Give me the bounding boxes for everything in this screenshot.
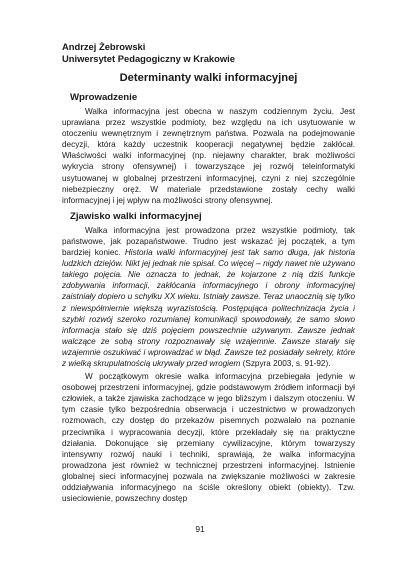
section-heading-phenomenon: Zjawisko walki informacyjnej — [70, 210, 202, 222]
author-affiliation: Uniwersytet Pedagogiczny w Krakowie — [62, 53, 235, 64]
author-name: Andrzej Żebrowski — [62, 41, 146, 52]
text-run: Walka informacyjna jest obecna w naszym codziennym życiu. Jest uprawiana przez wszystkie podmioty, bez względu na ich usytuowanie w otoczeniu wewnętrznym i zewnętrznym państwa. Pozwala na podejmowanie decyzji, która każdy uczestnik kooperacji negatywnej będzie zakłócał. Właściwości walki informacyjnej (np. niejawny charakter, brak możliwości wykrycia strony ofensywnej) i towarzyszące jej rozwój teleinformatyki usytuowanej w globalnej przestrzeni informacyjnej, czyni z niej szczególnie niebezpieczny oręż. W materiale przedstawione zostały cechy walki informacyjnej i jej wpływ na możliwości strony ofensywnej. — [62, 107, 355, 205]
text-run: W początkowym okresie walka informacyjna przebiegała jedynie w osobowej przestrzeni informacyjnej, gdzie podstawowym źródłem informacji był człowiek, a także zjawiska zachodzące w jego bliższym i dalszym otoczeniu. W tym czasie tylko bezpośrednia obserwacja i uczestnictwo w prowadzonych rozmowach, czy dostęp do przekazów pisemnych pozwalało na poznanie przeciwnika i wypracowania decyzji, które przekładały się na praktyczne działania. Dokonujące się przemiany cywilizacyjne, którym towarzyszy intensywny rozwój nauki i techniki, sprawiają, że walka informacyjna prowadzona jest również w technicznej przestrzeni informacyjnej. Istnienie globalnej sieci informacyjnej pozwala na zwiększanie możliwości w zakresie oddziaływania informacyjnego na ściśle określony obiekt (obiekty). Tzw. usieciowienie, powszechny dostęp — [62, 372, 355, 504]
section-2-paragraph-1 — [62, 225, 355, 369]
section-heading-introduction: Wprowadzenie — [70, 92, 138, 103]
text-run: (Szpyra 2003, s. 91-92). — [240, 358, 331, 368]
section-2-paragraph-2 — [62, 371, 355, 504]
article-title: Determinanty walki informacyjnej — [119, 72, 298, 84]
section-1-paragraph-1 — [62, 106, 355, 206]
page-number: 91 — [195, 524, 205, 534]
text-run: Walka informacyjna jest prowadzona przez wszystkie podmioty, tak państwowe, jak pozapaństwowe. Trudno jest wskazać jej początek, a tym bardziej koniec. — [62, 225, 355, 258]
italic-quote-run: Historia walki informacyjnej jest tak samo długa, jak historia ludzkich dziejów. Nikt jej jednak nie spisał. Co więcej – nigdy nawet nie używano takiego pojęcia. Nie oznacza to jednak, że kojarzone z nią dziś funkcje zdobywania informacji, zakłócania informacyjnego i obrony informacyjnej zaistniały dopiero u schyłku XX wieku. Istniały zawsze. Teraz unaocznią się tylko z niewspółmiernie większą wyrazistością. Postępująca politechnizacja życia i szybki rozwój szeroko rozumianej komunikacji spowodowały, że samo słowo informacja stało się dziś pojęciem powszechnie używanym. Zawsze jednak walczące ze sobą strony rozpoznawały się wzajemnie. Zawsze starały się wzajemnie oszukiwać i wprowadzać w błąd. Zawsze też posiadały sekrety, które z wielką skrupulatnością ukrywały przed wrogiem — [62, 248, 355, 368]
article-page — [62, 41, 355, 504]
